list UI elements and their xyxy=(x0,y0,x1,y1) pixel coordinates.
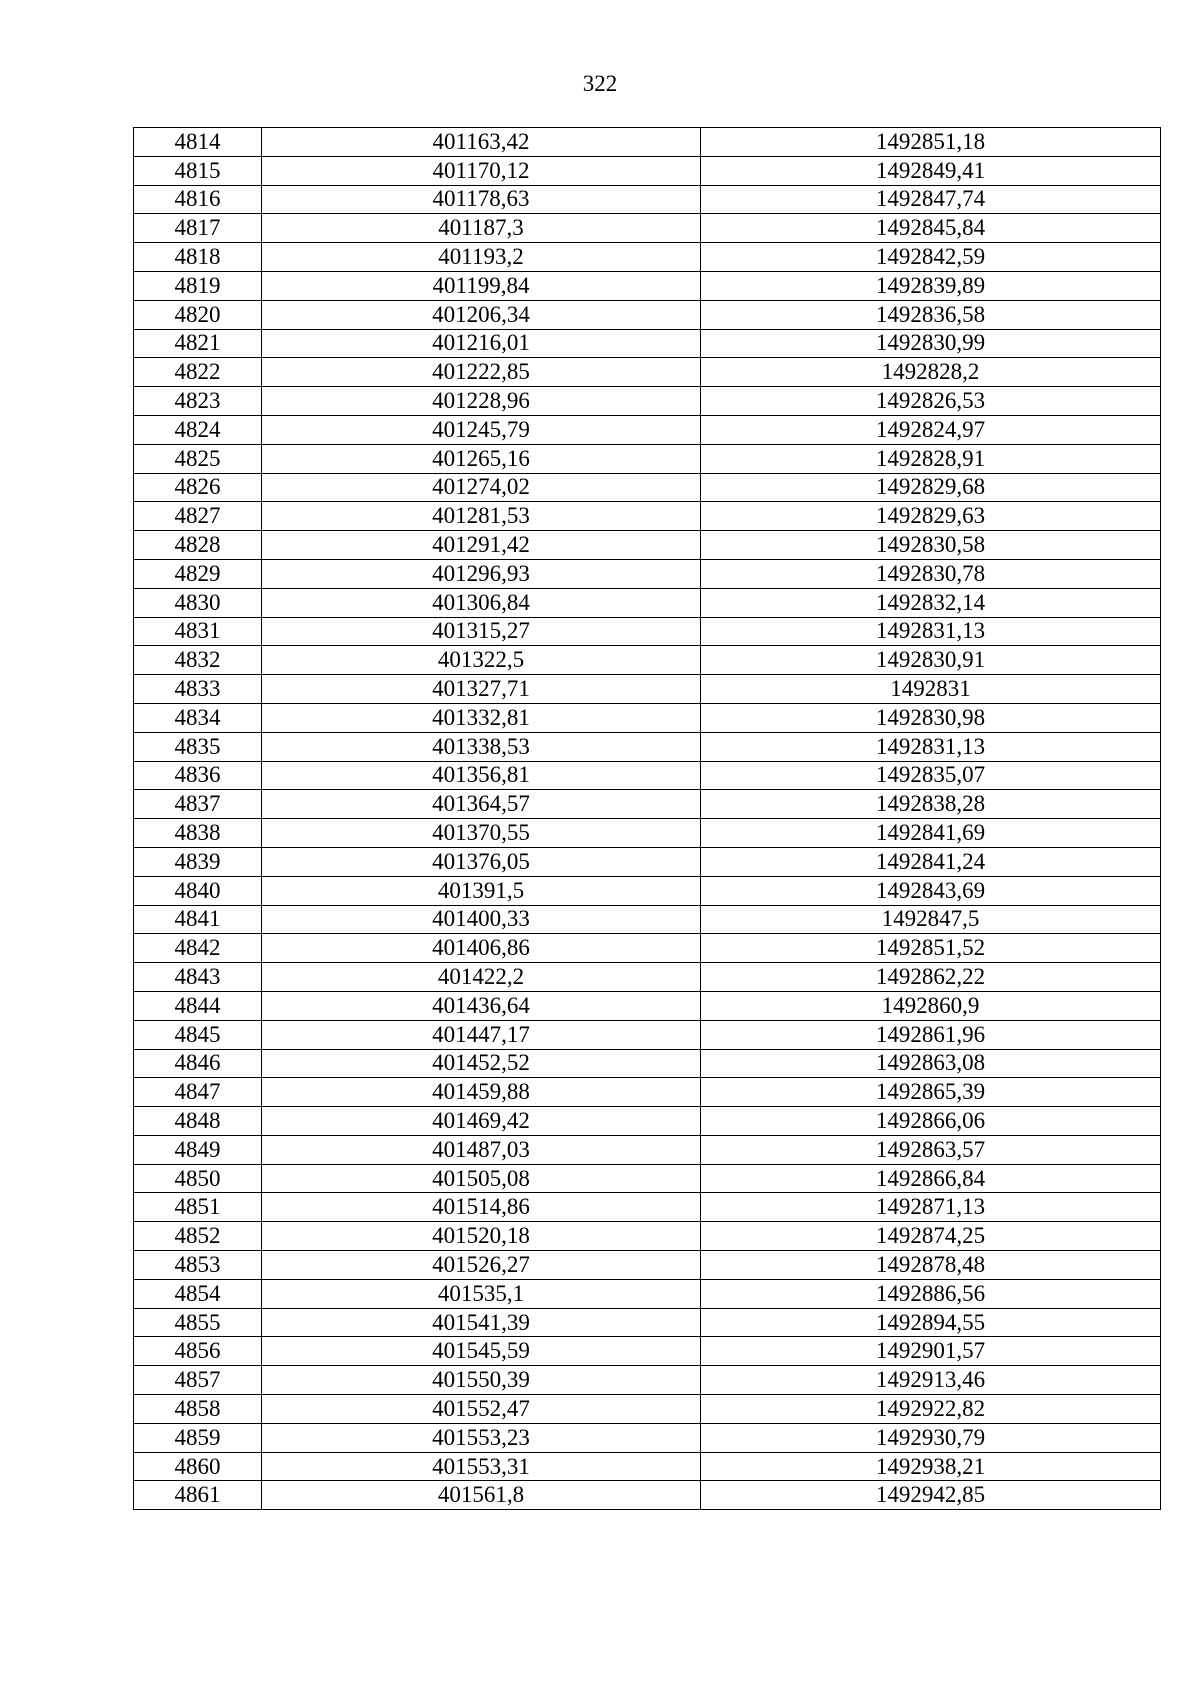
table-row xyxy=(134,1423,1161,1452)
point-number-cell: 4845 xyxy=(134,1020,262,1049)
x-coordinate-cell: 401370,55 xyxy=(262,819,701,848)
x-coordinate-cell: 401322,5 xyxy=(262,646,701,675)
y-coordinate-cell: 1492913,46 xyxy=(701,1366,1161,1395)
table-row xyxy=(134,329,1161,358)
y-coordinate-cell: 1492828,2 xyxy=(701,358,1161,387)
table-row xyxy=(134,732,1161,761)
point-number-cell: 4822 xyxy=(134,358,262,387)
x-coordinate-cell: 401281,53 xyxy=(262,502,701,531)
x-coordinate-cell: 401553,23 xyxy=(262,1423,701,1452)
x-coordinate-cell: 401306,84 xyxy=(262,588,701,617)
table-row xyxy=(134,963,1161,992)
y-coordinate-cell: 1492866,84 xyxy=(701,1164,1161,1193)
y-coordinate-cell: 1492841,24 xyxy=(701,847,1161,876)
point-number-cell: 4855 xyxy=(134,1308,262,1337)
table-row xyxy=(134,559,1161,588)
x-coordinate-cell: 401228,96 xyxy=(262,387,701,416)
x-coordinate-cell: 401520,18 xyxy=(262,1222,701,1251)
table-row xyxy=(134,444,1161,473)
point-number-cell: 4819 xyxy=(134,271,262,300)
point-number-cell: 4828 xyxy=(134,531,262,560)
y-coordinate-cell: 1492832,14 xyxy=(701,588,1161,617)
point-number-cell: 4850 xyxy=(134,1164,262,1193)
y-coordinate-cell: 1492831,13 xyxy=(701,732,1161,761)
x-coordinate-cell: 401222,85 xyxy=(262,358,701,387)
y-coordinate-cell: 1492938,21 xyxy=(701,1452,1161,1481)
point-number-cell: 4838 xyxy=(134,819,262,848)
point-number-cell: 4823 xyxy=(134,387,262,416)
x-coordinate-cell: 401332,81 xyxy=(262,703,701,732)
table-row xyxy=(134,1251,1161,1280)
point-number-cell: 4834 xyxy=(134,703,262,732)
point-number-cell: 4817 xyxy=(134,214,262,243)
y-coordinate-cell: 1492861,96 xyxy=(701,1020,1161,1049)
point-number-cell: 4847 xyxy=(134,1078,262,1107)
y-coordinate-cell: 1492886,56 xyxy=(701,1279,1161,1308)
y-coordinate-cell: 1492851,18 xyxy=(701,128,1161,157)
point-number-cell: 4858 xyxy=(134,1395,262,1424)
x-coordinate-cell: 401291,42 xyxy=(262,531,701,560)
point-number-cell: 4842 xyxy=(134,934,262,963)
table-row xyxy=(134,1279,1161,1308)
point-number-cell: 4856 xyxy=(134,1337,262,1366)
y-coordinate-cell: 1492831,13 xyxy=(701,617,1161,646)
x-coordinate-cell: 401338,53 xyxy=(262,732,701,761)
table-row xyxy=(134,1366,1161,1395)
y-coordinate-cell: 1492871,13 xyxy=(701,1193,1161,1222)
table-row xyxy=(134,847,1161,876)
x-coordinate-cell: 401274,02 xyxy=(262,473,701,502)
table-row xyxy=(134,1308,1161,1337)
point-number-cell: 4846 xyxy=(134,1049,262,1078)
table-row xyxy=(134,300,1161,329)
table-row xyxy=(134,588,1161,617)
table-row xyxy=(134,1395,1161,1424)
point-number-cell: 4833 xyxy=(134,675,262,704)
table-row xyxy=(134,876,1161,905)
x-coordinate-cell: 401505,08 xyxy=(262,1164,701,1193)
point-number-cell: 4820 xyxy=(134,300,262,329)
table-row xyxy=(134,1049,1161,1078)
x-coordinate-cell: 401487,03 xyxy=(262,1135,701,1164)
x-coordinate-cell: 401552,47 xyxy=(262,1395,701,1424)
y-coordinate-cell: 1492841,69 xyxy=(701,819,1161,848)
table-row xyxy=(134,185,1161,214)
x-coordinate-cell: 401400,33 xyxy=(262,905,701,934)
page-number: 322 xyxy=(582,71,618,96)
table-row xyxy=(134,1337,1161,1366)
x-coordinate-cell: 401436,64 xyxy=(262,991,701,1020)
table-row xyxy=(134,905,1161,934)
table-row xyxy=(134,387,1161,416)
y-coordinate-cell: 1492862,22 xyxy=(701,963,1161,992)
x-coordinate-cell: 401296,93 xyxy=(262,559,701,588)
point-number-cell: 4831 xyxy=(134,617,262,646)
x-coordinate-cell: 401315,27 xyxy=(262,617,701,646)
y-coordinate-cell: 1492901,57 xyxy=(701,1337,1161,1366)
y-coordinate-cell: 1492845,84 xyxy=(701,214,1161,243)
x-coordinate-cell: 401550,39 xyxy=(262,1366,701,1395)
x-coordinate-cell: 401535,1 xyxy=(262,1279,701,1308)
coordinates-table xyxy=(133,127,1161,1510)
x-coordinate-cell: 401422,2 xyxy=(262,963,701,992)
x-coordinate-cell: 401526,27 xyxy=(262,1251,701,1280)
y-coordinate-cell: 1492830,78 xyxy=(701,559,1161,588)
point-number-cell: 4849 xyxy=(134,1135,262,1164)
point-number-cell: 4860 xyxy=(134,1452,262,1481)
point-number-cell: 4848 xyxy=(134,1107,262,1136)
table-row xyxy=(134,1193,1161,1222)
y-coordinate-cell: 1492860,9 xyxy=(701,991,1161,1020)
y-coordinate-cell: 1492830,58 xyxy=(701,531,1161,560)
table-row xyxy=(134,415,1161,444)
point-number-cell: 4857 xyxy=(134,1366,262,1395)
point-number-cell: 4830 xyxy=(134,588,262,617)
y-coordinate-cell: 1492839,89 xyxy=(701,271,1161,300)
y-coordinate-cell: 1492843,69 xyxy=(701,876,1161,905)
x-coordinate-cell: 401561,8 xyxy=(262,1481,701,1510)
table-row xyxy=(134,1078,1161,1107)
x-coordinate-cell: 401265,16 xyxy=(262,444,701,473)
y-coordinate-cell: 1492894,55 xyxy=(701,1308,1161,1337)
point-number-cell: 4837 xyxy=(134,790,262,819)
y-coordinate-cell: 1492930,79 xyxy=(701,1423,1161,1452)
x-coordinate-cell: 401206,34 xyxy=(262,300,701,329)
table-row xyxy=(134,1481,1161,1510)
point-number-cell: 4851 xyxy=(134,1193,262,1222)
x-coordinate-cell: 401163,42 xyxy=(262,128,701,157)
y-coordinate-cell: 1492851,52 xyxy=(701,934,1161,963)
y-coordinate-cell: 1492829,63 xyxy=(701,502,1161,531)
x-coordinate-cell: 401553,31 xyxy=(262,1452,701,1481)
y-coordinate-cell: 1492849,41 xyxy=(701,156,1161,185)
point-number-cell: 4854 xyxy=(134,1279,262,1308)
y-coordinate-cell: 1492866,06 xyxy=(701,1107,1161,1136)
point-number-cell: 4835 xyxy=(134,732,262,761)
x-coordinate-cell: 401514,86 xyxy=(262,1193,701,1222)
table-row xyxy=(134,617,1161,646)
table-row xyxy=(134,502,1161,531)
point-number-cell: 4814 xyxy=(134,128,262,157)
y-coordinate-cell: 1492847,5 xyxy=(701,905,1161,934)
table-row xyxy=(134,128,1161,157)
y-coordinate-cell: 1492847,74 xyxy=(701,185,1161,214)
table-row xyxy=(134,1452,1161,1481)
point-number-cell: 4832 xyxy=(134,646,262,675)
point-number-cell: 4859 xyxy=(134,1423,262,1452)
y-coordinate-cell: 1492863,08 xyxy=(701,1049,1161,1078)
x-coordinate-cell: 401364,57 xyxy=(262,790,701,819)
table-row xyxy=(134,1164,1161,1193)
table-row xyxy=(134,703,1161,732)
point-number-cell: 4821 xyxy=(134,329,262,358)
y-coordinate-cell: 1492826,53 xyxy=(701,387,1161,416)
point-number-cell: 4844 xyxy=(134,991,262,1020)
y-coordinate-cell: 1492830,99 xyxy=(701,329,1161,358)
x-coordinate-cell: 401376,05 xyxy=(262,847,701,876)
x-coordinate-cell: 401459,88 xyxy=(262,1078,701,1107)
y-coordinate-cell: 1492942,85 xyxy=(701,1481,1161,1510)
table-row xyxy=(134,214,1161,243)
table-row xyxy=(134,271,1161,300)
point-number-cell: 4836 xyxy=(134,761,262,790)
x-coordinate-cell: 401327,71 xyxy=(262,675,701,704)
point-number-cell: 4816 xyxy=(134,185,262,214)
x-coordinate-cell: 401170,12 xyxy=(262,156,701,185)
point-number-cell: 4827 xyxy=(134,502,262,531)
x-coordinate-cell: 401178,63 xyxy=(262,185,701,214)
x-coordinate-cell: 401541,39 xyxy=(262,1308,701,1337)
point-number-cell: 4841 xyxy=(134,905,262,934)
table-row xyxy=(134,531,1161,560)
y-coordinate-cell: 1492829,68 xyxy=(701,473,1161,502)
y-coordinate-cell: 1492835,07 xyxy=(701,761,1161,790)
point-number-cell: 4853 xyxy=(134,1251,262,1280)
y-coordinate-cell: 1492842,59 xyxy=(701,243,1161,272)
x-coordinate-cell: 401216,01 xyxy=(262,329,701,358)
y-coordinate-cell: 1492874,25 xyxy=(701,1222,1161,1251)
x-coordinate-cell: 401187,3 xyxy=(262,214,701,243)
x-coordinate-cell: 401545,59 xyxy=(262,1337,701,1366)
y-coordinate-cell: 1492830,98 xyxy=(701,703,1161,732)
point-number-cell: 4852 xyxy=(134,1222,262,1251)
y-coordinate-cell: 1492922,82 xyxy=(701,1395,1161,1424)
x-coordinate-cell: 401452,52 xyxy=(262,1049,701,1078)
table-row xyxy=(134,761,1161,790)
table-row xyxy=(134,1107,1161,1136)
point-number-cell: 4840 xyxy=(134,876,262,905)
table-row xyxy=(134,675,1161,704)
table-row xyxy=(134,358,1161,387)
point-number-cell: 4839 xyxy=(134,847,262,876)
y-coordinate-cell: 1492863,57 xyxy=(701,1135,1161,1164)
table-row xyxy=(134,473,1161,502)
x-coordinate-cell: 401469,42 xyxy=(262,1107,701,1136)
point-number-cell: 4815 xyxy=(134,156,262,185)
point-number-cell: 4825 xyxy=(134,444,262,473)
coordinates-table-body xyxy=(134,128,1161,1510)
point-number-cell: 4826 xyxy=(134,473,262,502)
table-row xyxy=(134,156,1161,185)
x-coordinate-cell: 401245,79 xyxy=(262,415,701,444)
table-row xyxy=(134,1020,1161,1049)
x-coordinate-cell: 401447,17 xyxy=(262,1020,701,1049)
point-number-cell: 4861 xyxy=(134,1481,262,1510)
point-number-cell: 4818 xyxy=(134,243,262,272)
point-number-cell: 4824 xyxy=(134,415,262,444)
y-coordinate-cell: 1492878,48 xyxy=(701,1251,1161,1280)
y-coordinate-cell: 1492830,91 xyxy=(701,646,1161,675)
table-row xyxy=(134,646,1161,675)
x-coordinate-cell: 401356,81 xyxy=(262,761,701,790)
table-row xyxy=(134,934,1161,963)
table-row xyxy=(134,790,1161,819)
y-coordinate-cell: 1492824,97 xyxy=(701,415,1161,444)
table-row xyxy=(134,243,1161,272)
x-coordinate-cell: 401199,84 xyxy=(262,271,701,300)
x-coordinate-cell: 401391,5 xyxy=(262,876,701,905)
y-coordinate-cell: 1492838,28 xyxy=(701,790,1161,819)
y-coordinate-cell: 1492828,91 xyxy=(701,444,1161,473)
x-coordinate-cell: 401406,86 xyxy=(262,934,701,963)
point-number-cell: 4843 xyxy=(134,963,262,992)
y-coordinate-cell: 1492865,39 xyxy=(701,1078,1161,1107)
table-row xyxy=(134,1222,1161,1251)
point-number-cell: 4829 xyxy=(134,559,262,588)
x-coordinate-cell: 401193,2 xyxy=(262,243,701,272)
y-coordinate-cell: 1492831 xyxy=(701,675,1161,704)
table-row xyxy=(134,1135,1161,1164)
y-coordinate-cell: 1492836,58 xyxy=(701,300,1161,329)
table-row xyxy=(134,991,1161,1020)
table-row xyxy=(134,819,1161,848)
